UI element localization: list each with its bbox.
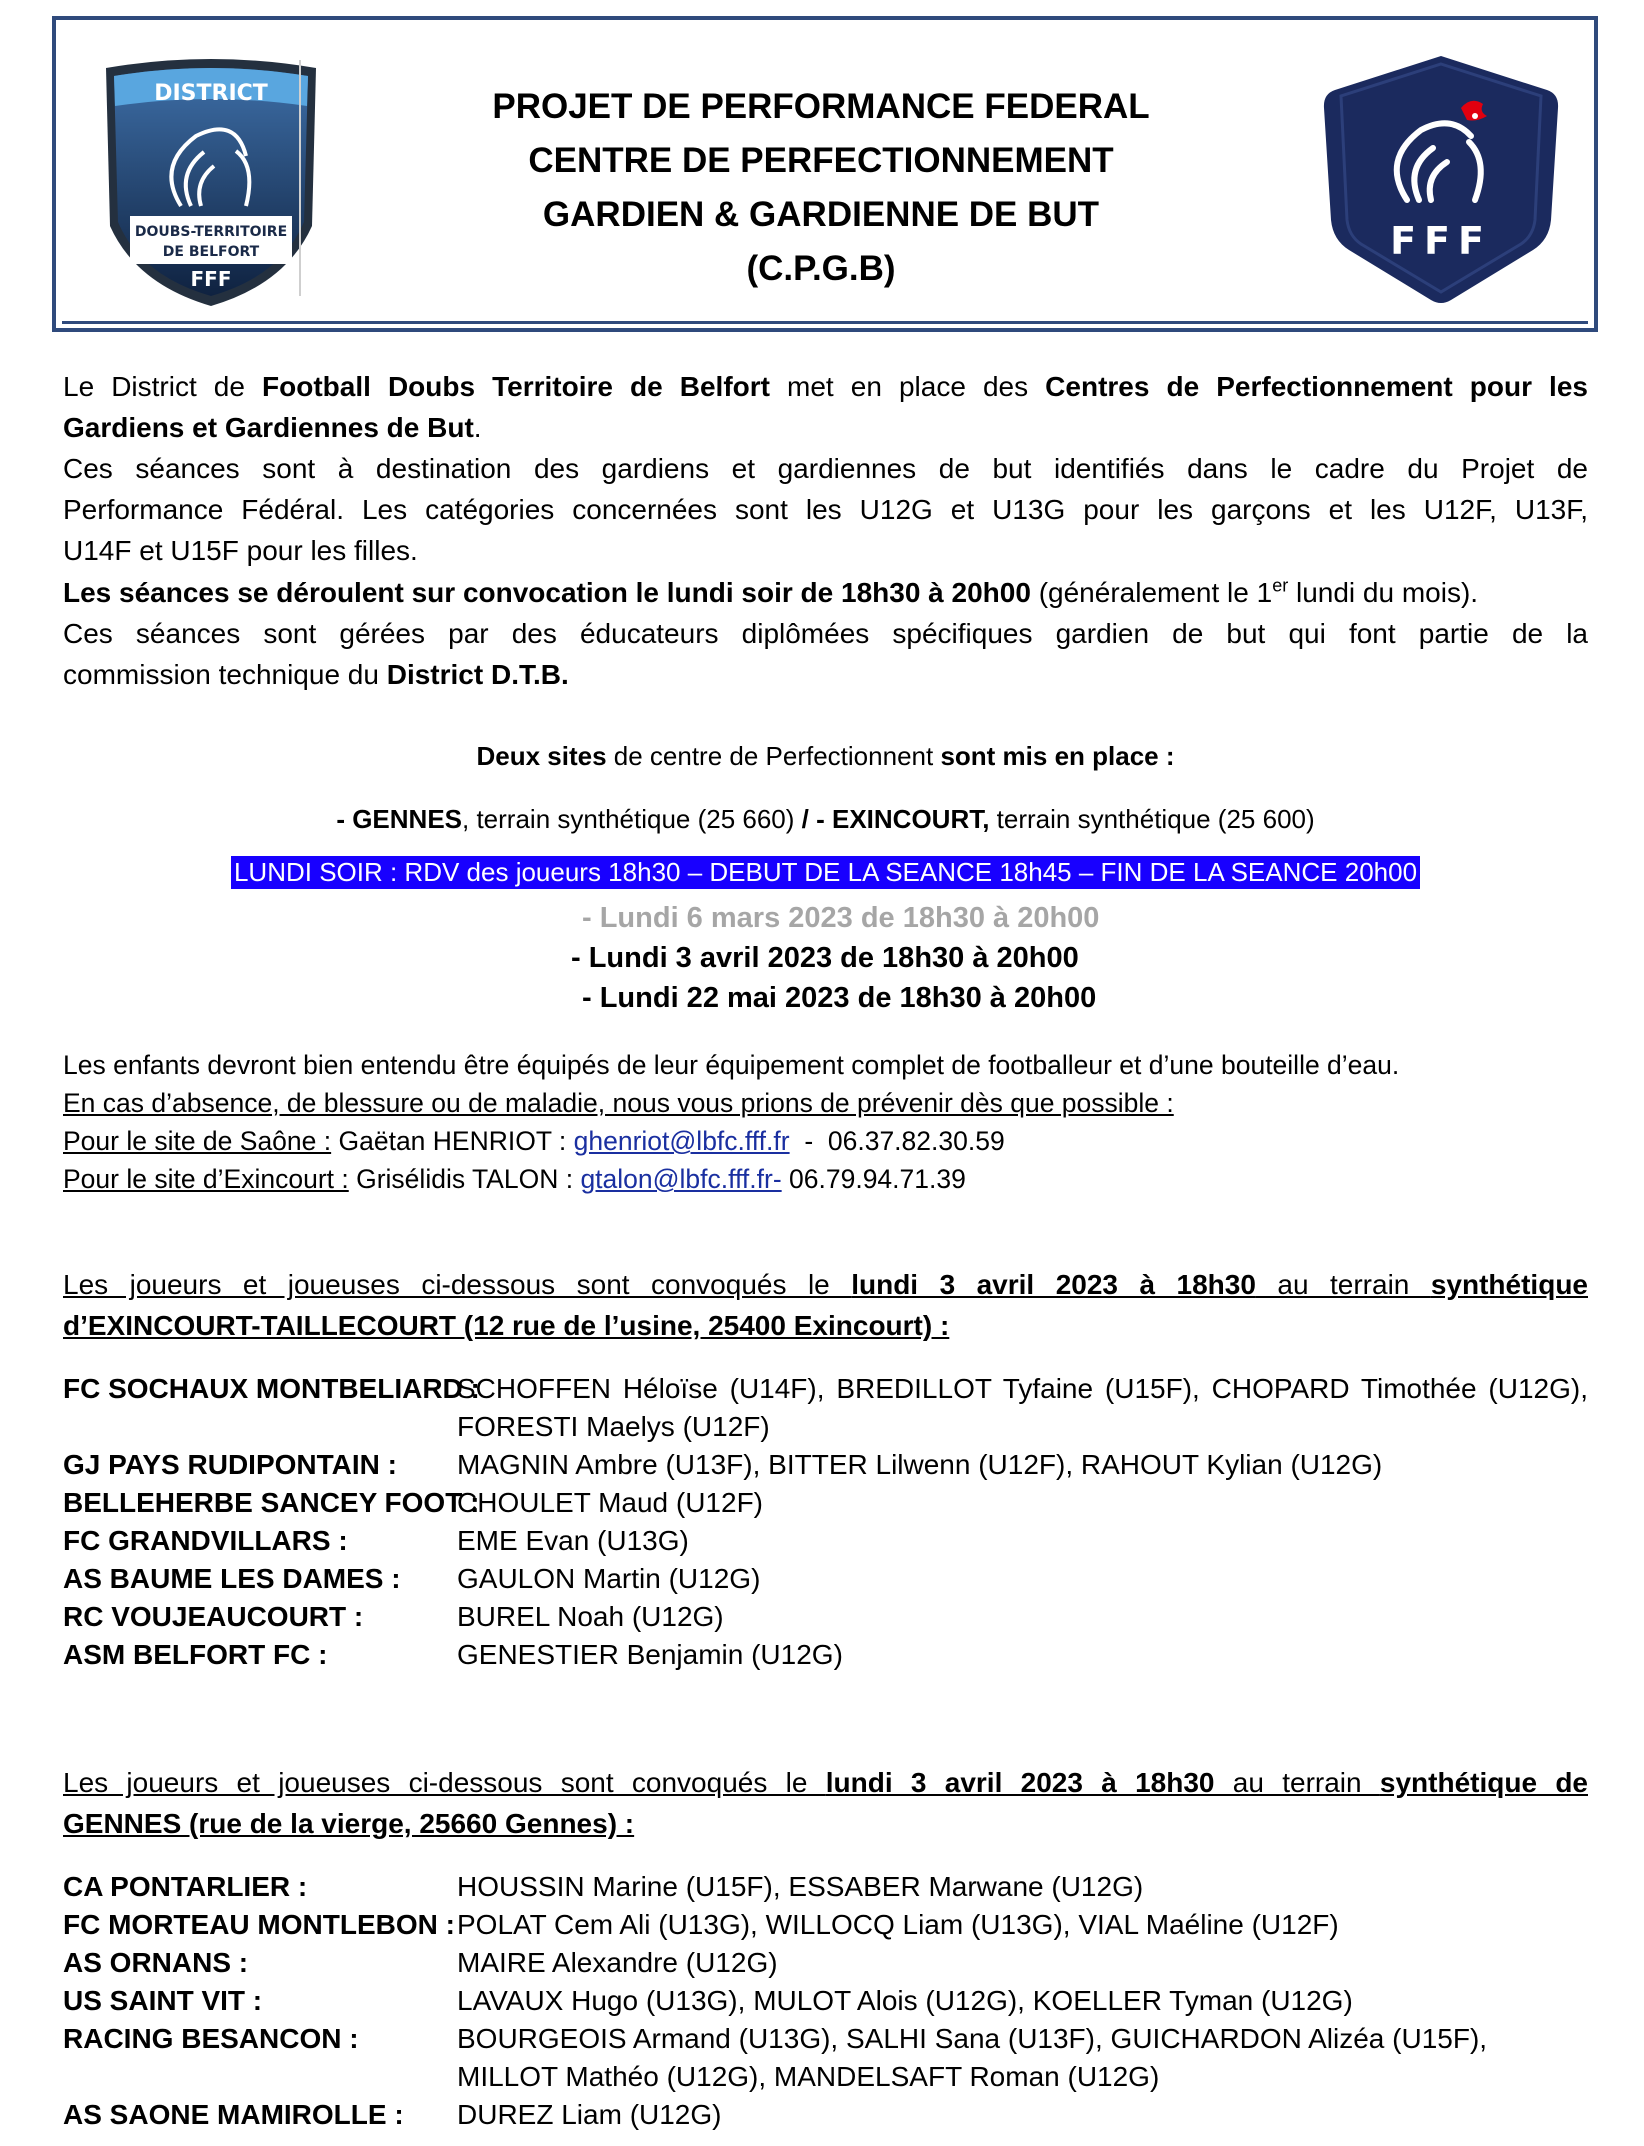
svg-text:DOUBS-TERRITOIRE: DOUBS-TERRITOIRE — [134, 224, 288, 240]
logo-separator — [299, 60, 301, 296]
equipment-note: Les enfants devront bien entendu être équipés de leur équipement complet de footballeur et d’une bouteille d’eau. — [63, 1050, 1400, 1080]
convocation-gennes-heading: Les joueurs et joueuses ci-dessous sont convoqués le lundi 3 avril 2023 à 18h30 au terrain synthétique de GENNES (rue de la vierge, 25660 Gennes) : — [63, 1767, 1588, 1839]
absence-note: En cas d’absence, de blessure ou de maladie, nous vous prions de prévenir dès que possible : — [63, 1088, 1174, 1118]
header-box — [52, 16, 1598, 332]
contacts-block — [63, 1046, 1588, 1198]
exincourt-email-link[interactable]: gtalon@lbfc.fff.fr- — [580, 1164, 782, 1194]
contact-exincourt: Pour le site d’Exincourt : Grisélidis TALON : gtalon@lbfc.fff.fr- 06.79.94.71.39 — [63, 1164, 966, 1194]
fff-logo — [1311, 50, 1571, 310]
svg-text:DISTRICT: DISTRICT — [154, 81, 268, 106]
title-line-4: (C.P.G.B) — [746, 249, 896, 288]
svg-text:FFF: FFF — [190, 267, 232, 291]
intro-paragraph-3: Les séances se déroulent sur convocation le lundi soir de 18h30 à 20h00 (généralement le 1er lundi du mois). — [63, 575, 1479, 608]
intro-paragraph-4: Ces séances sont gérées par des éducateurs diplômées spécifiques gardien de but qui font partie de la commission technique du District D.T.B. — [63, 618, 1588, 690]
schedule-banner: LUNDI SOIR : RDV des joueurs 18h30 – DEBUT DE LA SEANCE 18h45 – FIN DE LA SEANCE 20h00 — [231, 856, 1420, 889]
page-title — [336, 80, 1306, 296]
date-line-3: - Lundi 22 mai 2023 de 18h30 à 20h00 — [582, 982, 1097, 1014]
schedule-banner-row — [63, 852, 1588, 893]
svg-text:FFF: FFF — [1390, 219, 1492, 263]
svg-text:DE BELFORT: DE BELFORT — [162, 244, 260, 260]
contact-saone: Pour le site de Saône : Gaëtan HENRIOT : ghenriot@lbfc.fff.fr - 06.37.82.30.59 — [63, 1126, 1005, 1156]
date-line-1: - Lundi 6 mars 2023 de 18h30 à 20h00 — [582, 902, 1100, 934]
date-line-2: - Lundi 3 avril 2023 de 18h30 à 20h00 — [571, 942, 1079, 974]
sites-list: - GENNES, terrain synthétique (25 660) / - EXINCOURT, terrain synthétique (25 600) — [336, 804, 1315, 834]
title-line-3: GARDIEN & GARDIENNE DE BUT — [542, 195, 1100, 234]
title-line-2: CENTRE DE PERFECTIONNEMENT — [528, 141, 1114, 180]
title-line-1: PROJET DE PERFORMANCE FEDERAL — [492, 87, 1150, 126]
convocation-exincourt-heading: Les joueurs et joueuses ci-dessous sont convoqués le lundi 3 avril 2023 à 18h30 au terrain synthétique d’EXINCOURT-TAILLECOURT (12 rue de l’usine, 25400 Exincourt) : — [63, 1269, 1588, 1341]
saone-email-link[interactable]: ghenriot@lbfc.fff.fr — [573, 1126, 790, 1156]
sites-heading: Deux sites de centre de Perfectionnent sont mis en place : — [476, 741, 1175, 771]
intro-paragraph-2: Ces séances sont à destination des gardiens et gardiennes de but identifiés dans le cadre du Projet de Performance Fédéral. Les catégories concernées sont les U12G et U13G pour les garçons et les U12F, U13F, U14F et U15F pour les filles. — [63, 453, 1588, 566]
intro-paragraph-1: Le District de Football Doubs Territoire de Belfort met en place des Centres de Perfectionnement pour les Gardiens et Gardiennes de But. — [63, 371, 1588, 443]
